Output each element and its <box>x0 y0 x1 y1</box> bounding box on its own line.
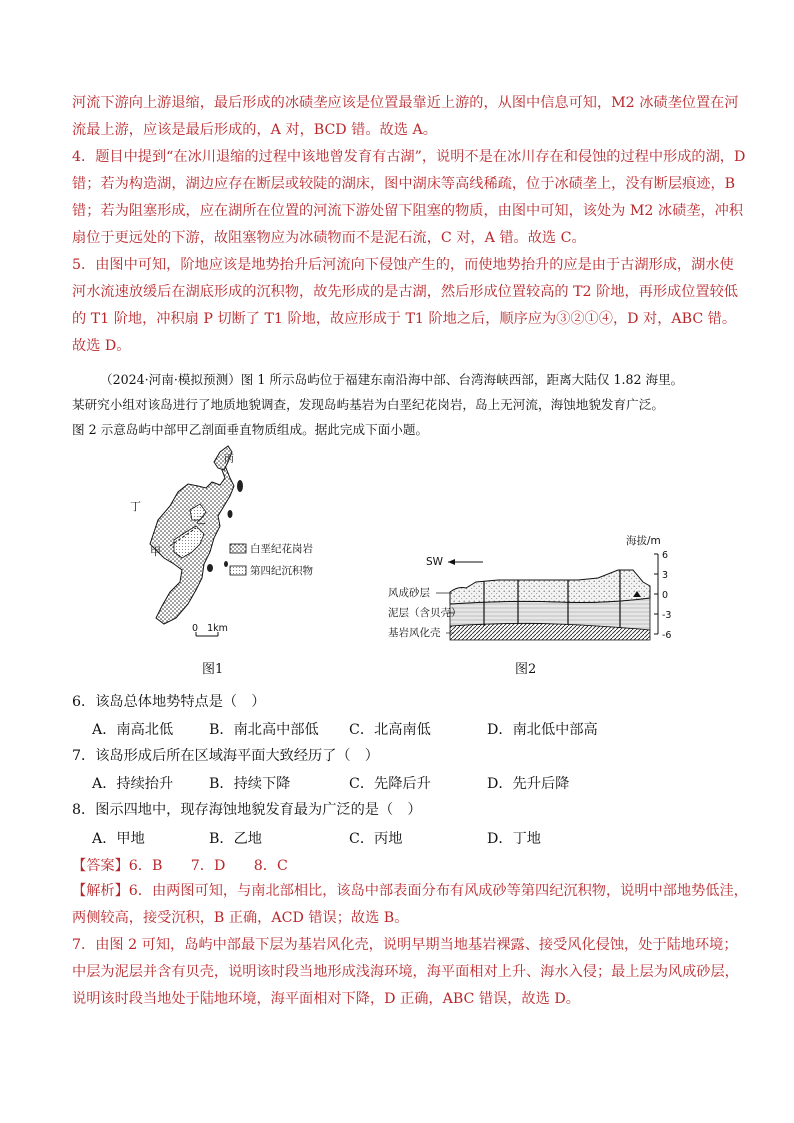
text-line: 图 2 示意岛屿中部甲乙剖面垂直物质组成。据此完成下面小题。 <box>72 422 429 437</box>
layer-label-mud: 泥层（含贝壳） <box>388 607 462 619</box>
legend-sediment-swatch <box>230 566 246 575</box>
direction-label: SW <box>426 556 444 568</box>
figure-1-caption: 图1 <box>202 662 224 677</box>
y-tick: 6 <box>662 550 669 561</box>
islet <box>228 510 233 518</box>
question-7-option-c: C．先降后升 <box>349 776 431 792</box>
text-line: 错；若为构造湖，湖边应存在断层或较陡的湖床，图中湖床等高线稀疏，位于冰碛垄上，没有断层痕迹，B <box>72 176 736 192</box>
text-line: 流最上游，应该是最后形成的，A 对，BCD 错。故选 A。 <box>72 122 437 138</box>
question-intro <box>72 367 724 442</box>
text-line: 河流下游向上游退缩，最后形成的冰碛垄应该是位置最靠近上游的，从图中信息可知，M2 冰碛垄位置在河 <box>72 95 739 111</box>
y-tick: 0 <box>662 590 669 601</box>
text-line <box>72 878 748 905</box>
text-line: 4．题目中提到“在冰川退缩的过程中该地曾发育有古湖”，说明不是在冰川存在和侵蚀的过程中形成的湖，D <box>72 149 746 165</box>
y-tick: -3 <box>662 610 672 621</box>
question-6-option-c: C．北高南低 <box>349 722 431 738</box>
layer-label-bedrock: 基岩风化壳 <box>388 627 441 639</box>
order-sequence: ③②①④ <box>556 311 613 327</box>
figure-1-island-map <box>130 440 360 645</box>
answer-line <box>72 855 288 875</box>
question-6-option-b: B．南北高中部低 <box>209 722 319 738</box>
figure-2-caption: 图2 <box>515 662 537 677</box>
layer-label-sand: 风成砂层 <box>388 587 430 599</box>
text-line: 错；若为阻塞形成，应在湖所在位置的河流下游处留下阻塞的物质，由图中可知，该处为 M2 冰碛垄，冲积 <box>72 203 744 219</box>
text-line: 7．由图 2 可知，岛屿中部最下层为基岩风化壳，说明早期当地基岩裸露、接受风化侵蚀，处于陆地环境； <box>72 937 738 953</box>
question-8-option-d: D．丁地 <box>487 831 541 847</box>
text-line: 某研究小组对该岛进行了地质地貌调查，发现岛屿基岩为白垩纪花岗岩，岛上无河流，海蚀地貌发育广泛。 <box>72 397 664 412</box>
y-tick: 3 <box>662 570 669 581</box>
answer-label: 【答案】 <box>72 858 129 874</box>
question-7-option-b: B．持续下降 <box>209 776 291 792</box>
text-line: 河水流速放缓后在湖底形成的沉积物，故先形成的是古湖，然后形成位置较高的 T2 阶地，再形成位置较低 <box>72 284 738 300</box>
question-6-option-a: A．南高北低 <box>92 722 174 738</box>
legend-granite-swatch <box>230 544 246 553</box>
question-7-option-a: A．持续抬升 <box>92 776 174 792</box>
text-line: 中层为泥层并含有贝壳，说明该时段当地形成浅海环境，海平面相对上升、海水入侵；最上层为风成砂层， <box>72 964 739 980</box>
text-span: 的 T1 阶地，冲积扇 P 切断了 T1 阶地，故应形成于 T1 阶地之后，顺序应为 <box>72 311 557 327</box>
scale-label: 0 1km <box>192 623 228 634</box>
legend-sediment-label: 第四纪沉积物 <box>250 565 313 577</box>
text-line: 故选 D。 <box>72 338 131 354</box>
text-line: （2024·河南·模拟预测）图 1 所示岛屿位于福建东南沿海中部、台湾海峡西部，距离大陆仅 1.82 海里。 <box>100 372 684 387</box>
analysis-label: 【解析】 <box>72 883 129 899</box>
question-8-stem: 8．图示四地中，现存海蚀地貌发育最为广泛的是（ ） <box>72 802 422 818</box>
text-span: 6．由两图可知，与南北部相比，该岛中部表面分布有风成砂等第四纪沉积物，说明中部地势低洼， <box>128 883 748 899</box>
y-axis-title: 海拔/m <box>626 535 661 547</box>
text-line: 说明该时段当地处于陆地环境，海平面相对下降，D 正确，ABC 错误，故选 D。 <box>72 991 580 1007</box>
text-line <box>72 306 737 333</box>
label-jia: 甲 <box>150 545 161 558</box>
question-8-option-b: B．乙地 <box>209 831 262 847</box>
question-6-stem: 6．该岛总体地势特点是（ ） <box>72 694 266 710</box>
answer-text: 6．B 7．D 8．C <box>128 858 288 874</box>
label-yi: 乙 <box>196 516 206 527</box>
islet <box>207 564 213 572</box>
question-6-option-d: D．南北低中部高 <box>487 722 598 738</box>
question-7-option-d: D．先升后降 <box>487 776 570 792</box>
question-8-option-c: C．丙地 <box>349 831 403 847</box>
previous-analysis <box>72 90 746 360</box>
y-tick: -6 <box>662 630 672 641</box>
text-line: 5．由图中可知，阶地应该是地势抬升后河流向下侵蚀产生的，而使地势抬升的应是由于古湖形成，湖水使 <box>72 257 734 273</box>
islet <box>237 480 243 492</box>
legend-granite-label: 白垩纪花岗岩 <box>250 543 313 555</box>
label-ding: 丁 <box>130 500 141 513</box>
figure-2-profile <box>388 530 688 645</box>
question-8-option-a: A．甲地 <box>92 831 145 847</box>
label-bing: 丙 <box>224 454 234 465</box>
text-line: 扇位于更远处的下游，故阻塞物应为冰碛物而不是泥石流，C 对，A 错。故选 C。 <box>72 230 586 246</box>
islet <box>224 561 228 567</box>
text-span: ，D 对，ABC 错。 <box>612 311 737 327</box>
question-7-stem: 7．该岛形成后所在区域海平面大致经历了（ ） <box>72 748 379 764</box>
text-line: 两侧较高，接受沉积，B 正确，ACD 错误；故选 B。 <box>72 910 409 926</box>
analysis-block <box>72 878 748 1013</box>
